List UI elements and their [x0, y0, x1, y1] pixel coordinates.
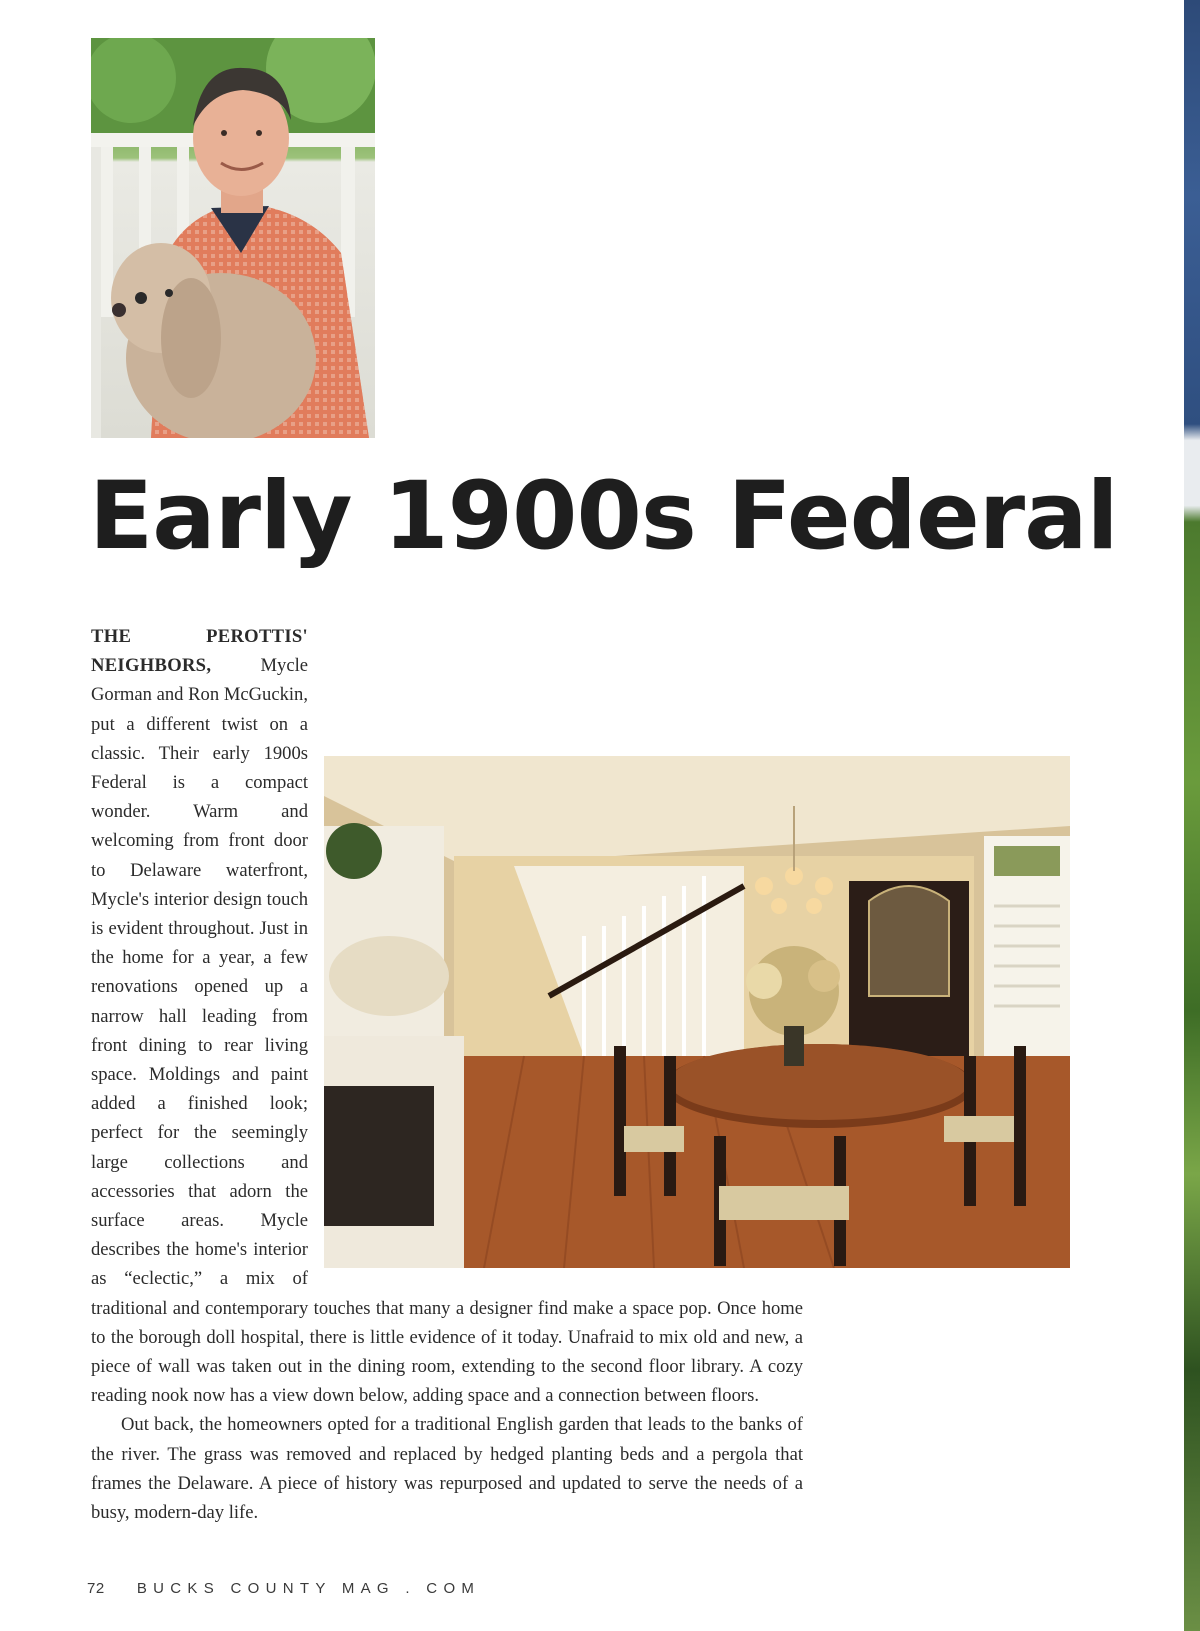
- paragraph-1: Mycle Gorman and Ron McGuckin, put a different twist on a classic. Their early 1900s Federal is a compact wonder. Warm and welcoming from front door to Delaware waterfront, Mycle's interior design touch is evident throughout. Just in the home for a year, a few renovations opened up a narrow hall leading from front dining to rear living space. Moldings and paint added a finished look; perfect for the seemingly large collections and accessories that adorn the surface areas. Mycle describes the home's interior as “eclectic,” a mix of traditional and contemporary touches that many a designer find make a space pop. Once home to the borough doll hospital, there is little evidence of it today. Unafraid to mix old and new, a piece of wall was taken out in the dining room, extending to the second floor library. A cozy reading nook now has a view down below, adding space and a connection between floors.: [91, 655, 803, 1407]
- magazine-site: BUCKS COUNTY MAG . COM: [136, 1580, 481, 1597]
- page-number: 72: [87, 1580, 105, 1597]
- paragraph-2: Out back, the homeowners opted for a traditional English garden that leads to the banks of the river. The grass was removed and replaced by hedged planting beds and a pergola that frames the Delaware. A piece of history was repurposed and updated to serve the needs of a busy, modern-day life.: [91, 1414, 803, 1524]
- dining-room-photo: [324, 756, 1070, 1268]
- adjacent-page-edge: [1184, 0, 1200, 1631]
- homeowner-portrait-photo: [91, 38, 375, 438]
- page-footer: [87, 1580, 480, 1597]
- lead-in: THE PEROTTIS' NEIGHBORS,: [91, 626, 308, 677]
- article-body: [91, 622, 803, 1527]
- article-headline: Early 1900s Federal: [89, 462, 1118, 571]
